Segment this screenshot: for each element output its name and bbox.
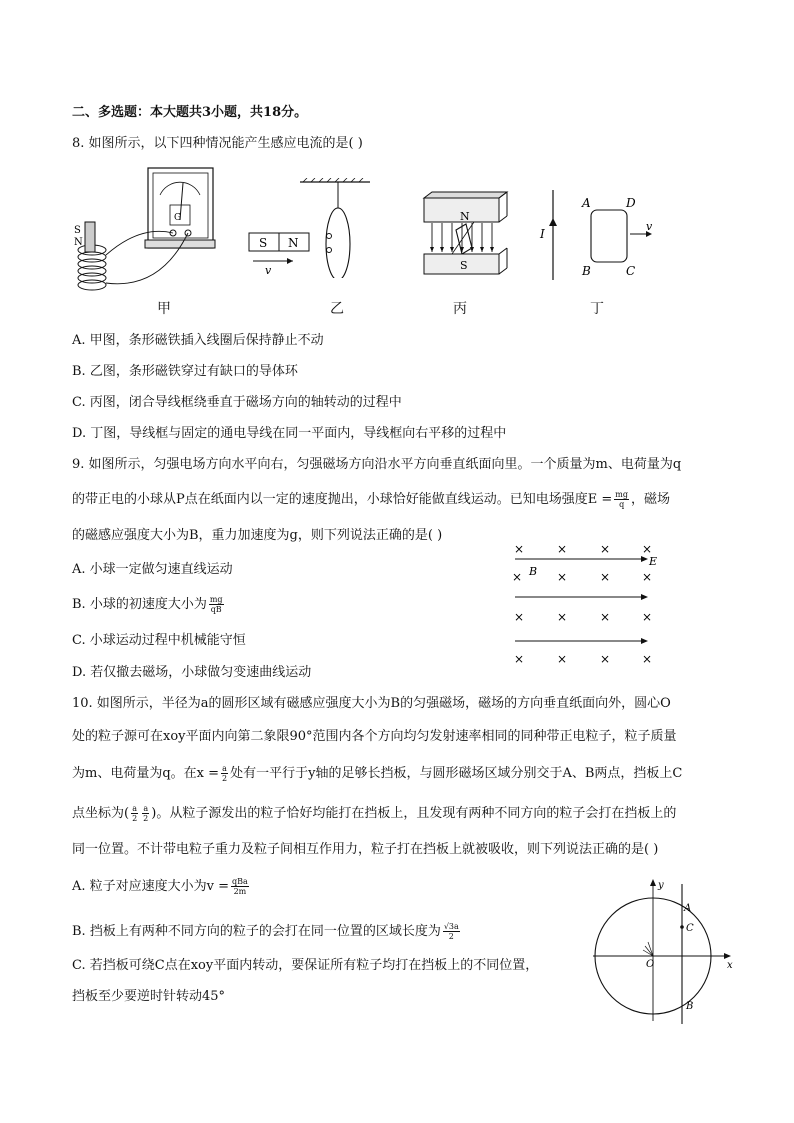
field-cross-mark: × <box>557 652 568 666</box>
q8-caption-jia: 甲 <box>157 301 171 317</box>
q8-figure-ding <box>538 188 668 288</box>
q10-line4-text: 点坐标为( <box>72 806 130 821</box>
q10-stem-line1: 10. 如图所示，半径为a的圆形区域有磁感应强度大小为B的匀强磁场，磁场的方向垂直纸面向外，圆心O <box>72 696 671 711</box>
field-cross-mark: × <box>642 652 653 666</box>
q8-figure-bing <box>422 190 512 280</box>
q8-option-a: A. 甲图，条形磁铁插入线圈后保持静止不动 <box>72 333 324 348</box>
q10-option-a-num: qBa <box>232 877 248 886</box>
field-b-label: B <box>529 565 538 578</box>
field-cross-mark: × <box>600 542 611 556</box>
q9-field-fraction <box>614 490 629 509</box>
q9-stem-line2-text: 的带正电的小球从P点在纸面内以一定的速度抛出，小球恰好能做直线运动。已知电场强度E = <box>72 492 613 507</box>
q8-figure-jia <box>70 165 225 300</box>
y-axis-label: y <box>658 880 664 891</box>
q9-option-b-text: B. 小球的初速度大小为 <box>72 597 207 612</box>
point-a-label: A <box>684 903 692 914</box>
field-cross-mark: × <box>642 570 653 584</box>
q8-figure-yi <box>245 178 375 278</box>
q8-caption-bing: 丙 <box>453 301 467 317</box>
q10-x-fraction <box>221 764 228 783</box>
q10-stem-line4 <box>72 804 676 823</box>
q9-field-fraction-num: mg <box>615 490 628 499</box>
q10-option-b-den: 2 <box>448 932 454 941</box>
q9-option-b-den: qB <box>210 605 222 614</box>
q9-option-c: C. 小球运动过程中机械能守恒 <box>72 633 246 648</box>
field-cross-mark: × <box>600 570 611 584</box>
q10-cx-fraction <box>131 804 138 823</box>
current-label: I <box>540 227 545 241</box>
field-cross-mark: × <box>600 610 611 624</box>
field-cross-mark: × <box>512 570 523 584</box>
section-title: 二、多选题：本大题共3小题，共18分。 <box>72 105 308 120</box>
q10-x-fraction-num: a <box>222 764 227 773</box>
magnet-n-label: N <box>288 236 299 250</box>
q9-option-b <box>72 595 226 614</box>
q8-caption-yi: 乙 <box>330 301 344 317</box>
q10-stem-line5: 同一位置。不计带电粒子重力及粒子间相互作用力，粒子打在挡板上就被吸收，则下列说法正确的是( ) <box>72 842 659 857</box>
corner-b: B <box>582 264 591 278</box>
magnet-s-label: S <box>259 236 268 250</box>
magnet-pole-n: N <box>74 237 83 248</box>
q9-field-figure <box>505 537 665 667</box>
q10-option-b-fraction <box>443 922 460 941</box>
q10-option-a-text: A. 粒子对应速度大小为v = <box>72 879 230 894</box>
q10-cy-den: 2 <box>143 814 149 823</box>
x-axis-label: x <box>727 960 733 971</box>
q8-option-c: C. 丙图，闭合导线框绕垂直于磁场方向的轴转动的过程中 <box>72 395 402 410</box>
q9-option-a: A. 小球一定做匀速直线运动 <box>72 562 233 577</box>
field-cross-mark: × <box>557 542 568 556</box>
field-cross-mark: × <box>514 652 525 666</box>
galvanometer-zero: G <box>174 213 182 223</box>
q10-cx-den: 2 <box>132 814 138 823</box>
q10-circle-figure <box>588 876 738 1026</box>
q10-stem-line3 <box>72 764 682 783</box>
q10-option-b-text: B. 挡板上有两种不同方向的粒子的会打在同一位置的区域长度为 <box>72 924 441 939</box>
q9-option-b-num: mg <box>209 595 223 604</box>
point-b-label: B <box>686 1001 694 1012</box>
q10-option-b-num: √3a <box>443 922 459 931</box>
field-cross-mark: × <box>557 610 568 624</box>
q8-option-b: B. 乙图，条形磁铁穿过有缺口的导体环 <box>72 364 298 379</box>
q10-cy-fraction <box>142 804 149 823</box>
q9-stem-line2-tail: ，磁场 <box>630 492 670 507</box>
q9-option-b-fraction <box>209 595 224 614</box>
field-cross-mark: × <box>514 542 525 556</box>
q9-option-d: D. 若仅撤去磁场，小球做匀变速曲线运动 <box>72 665 312 680</box>
origin-label: O <box>646 959 655 970</box>
q10-cx-num: a <box>132 804 138 813</box>
field-cross-mark: × <box>600 652 611 666</box>
pole-n-label: N <box>460 210 470 223</box>
field-cross-mark: × <box>642 610 653 624</box>
q10-option-a-fraction <box>231 877 249 896</box>
q8-caption-ding: 丁 <box>590 301 604 317</box>
magnet-pole-s: S <box>74 225 81 236</box>
point-c-label: C <box>686 923 694 934</box>
field-cross-mark: × <box>514 610 525 624</box>
q9-stem-line2 <box>72 490 670 509</box>
q9-field-fraction-den: q <box>619 500 625 509</box>
q9-stem-line1: 9. 如图所示，匀强电场方向水平向右，匀强磁场方向沿水平方向垂直纸面向里。一个质量为m、电荷量为q <box>72 457 682 472</box>
q10-x-fraction-den: 2 <box>222 774 228 783</box>
field-cross-mark: × <box>557 570 568 584</box>
q9-stem-line3: 的磁感应强度大小为B，重力加速度为g，则下列说法正确的是( ) <box>72 528 443 543</box>
q8-option-d: D. 丁图，导线框与固定的通电导线在同一平面内，导线框向右平移的过程中 <box>72 426 507 441</box>
q10-line3-tail: 处有一平行于y轴的足够长挡板，与圆形磁场区域分别交于A、B两点，挡板上C <box>230 766 683 781</box>
corner-a: A <box>582 196 591 210</box>
q8-stem: 8. 如图所示，以下四种情况能产生感应电流的是( ) <box>72 136 363 151</box>
q10-option-c-line1: C. 若挡板可绕C点在xoy平面内转动，要保证所有粒子均打在挡板上的不同位置， <box>72 958 539 973</box>
pole-s-label: S <box>460 259 468 272</box>
corner-d: D <box>626 196 636 210</box>
q10-option-a-den: 2m <box>233 887 247 896</box>
point-c <box>680 925 684 929</box>
q10-line3-text: 为m、电荷量为q。在x = <box>72 766 220 781</box>
q10-option-a <box>72 877 251 896</box>
frame-velocity: v <box>646 220 653 233</box>
field-cross-mark: × <box>642 542 653 556</box>
q10-option-b <box>72 922 462 941</box>
q10-option-c-line2: 挡板至少要逆时针转动45° <box>72 989 226 1004</box>
q10-cy-num: a <box>143 804 149 813</box>
field-e-label: E <box>649 555 658 568</box>
corner-c: C <box>626 264 636 278</box>
velocity-label: v <box>265 264 272 277</box>
q10-line4-tail: )。从粒子源发出的粒子恰好均能打在挡板上，且发现有两种不同方向的粒子会打在挡板上的 <box>151 806 677 821</box>
q10-stem-line2: 处的粒子源可在xoy平面内向第二象限90°范围内各个方向均匀发射速率相同的同种带正电粒子，粒子质量 <box>72 729 677 744</box>
